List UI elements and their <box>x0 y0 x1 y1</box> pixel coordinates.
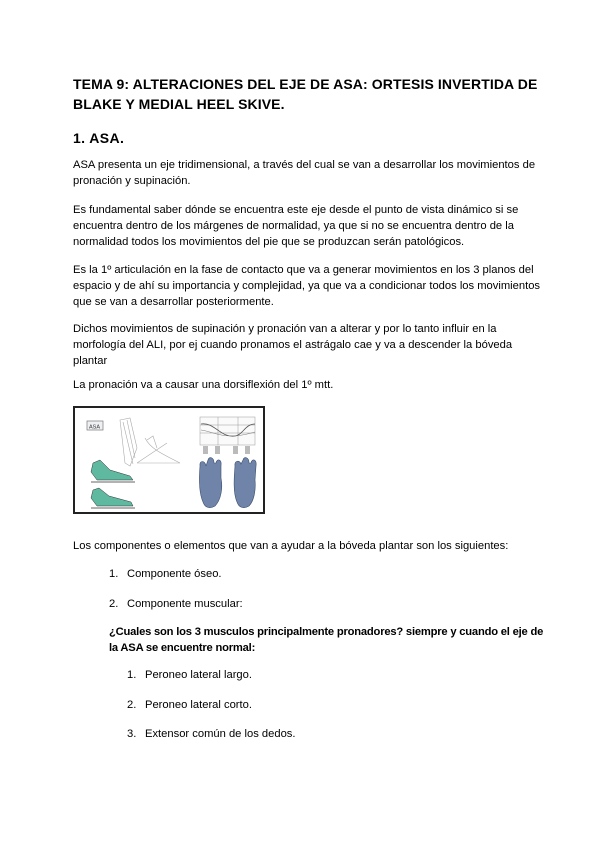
list-text: Peroneo lateral corto. <box>145 699 252 711</box>
list-text: Componente muscular: <box>127 598 243 610</box>
list-item-component-1 <box>109 566 222 582</box>
list-number: 3. <box>127 728 137 740</box>
list-item-component-2 <box>109 596 243 612</box>
paragraph-4: Dichos movimientos de supinación y pronación van a alterar y por lo tanto influir en la morfología del ALI, por ej cuando pronamos el astrágalo cae y va a descender la bóveda plantar <box>73 323 513 367</box>
list-text: Peroneo lateral largo. <box>145 669 252 681</box>
paragraph-1: ASA presenta un eje tridimensional, a través del cual se van a desarrollar los movimientos de pronación y supinación. <box>73 159 536 187</box>
paragraph-2: Es fundamental saber dónde se encuentra este eje desde el punto de vista dinámico si se encuentra dentro de los márgenes de normalidad, ya que si no se encuentra dentro de la normalidad todos los movimientos del pie que se produzcan serán patológicos. <box>73 204 519 248</box>
list-text: Extensor común de los dedos. <box>145 728 296 740</box>
list-item-muscle-3 <box>127 726 296 742</box>
list-number: 2. <box>109 598 119 610</box>
list-number: 1. <box>127 669 137 681</box>
paragraph-5: La pronación va a causar una dorsiflexión del 1º mtt. <box>73 379 334 391</box>
components-intro: Los componentes o elementos que van a ayudar a la bóveda plantar son los siguientes: <box>73 540 509 552</box>
document-title: TEMA 9: ALTERACIONES DEL EJE DE ASA: ORTESIS INVERTIDA DE BLAKE Y MEDIAL HEEL SKIVE. <box>73 76 538 112</box>
list-number: 2. <box>127 699 137 711</box>
list-number: 1. <box>109 568 119 580</box>
list-item-muscle-2 <box>127 697 252 713</box>
figure-label: ASA <box>89 424 101 431</box>
list-text: Componente óseo. <box>127 568 222 580</box>
anatomy-figure <box>73 406 265 514</box>
list-item-muscle-1 <box>127 667 252 683</box>
foot-anatomy-illustration <box>75 408 263 512</box>
paragraph-3: Es la 1º articulación en la fase de contacto que va a generar movimientos en los 3 planos del espacio y de ahí su importancia y complejidad, ya que va a condicionar todos los movimientos que se van a desarrollar posteriormente. <box>73 264 541 308</box>
section-heading: 1. ASA. <box>73 130 125 146</box>
question-text: ¿Cuales son los 3 musculos principalmente pronadores? siempre y cuando el eje de la ASA se encuentre normal: <box>109 626 544 654</box>
